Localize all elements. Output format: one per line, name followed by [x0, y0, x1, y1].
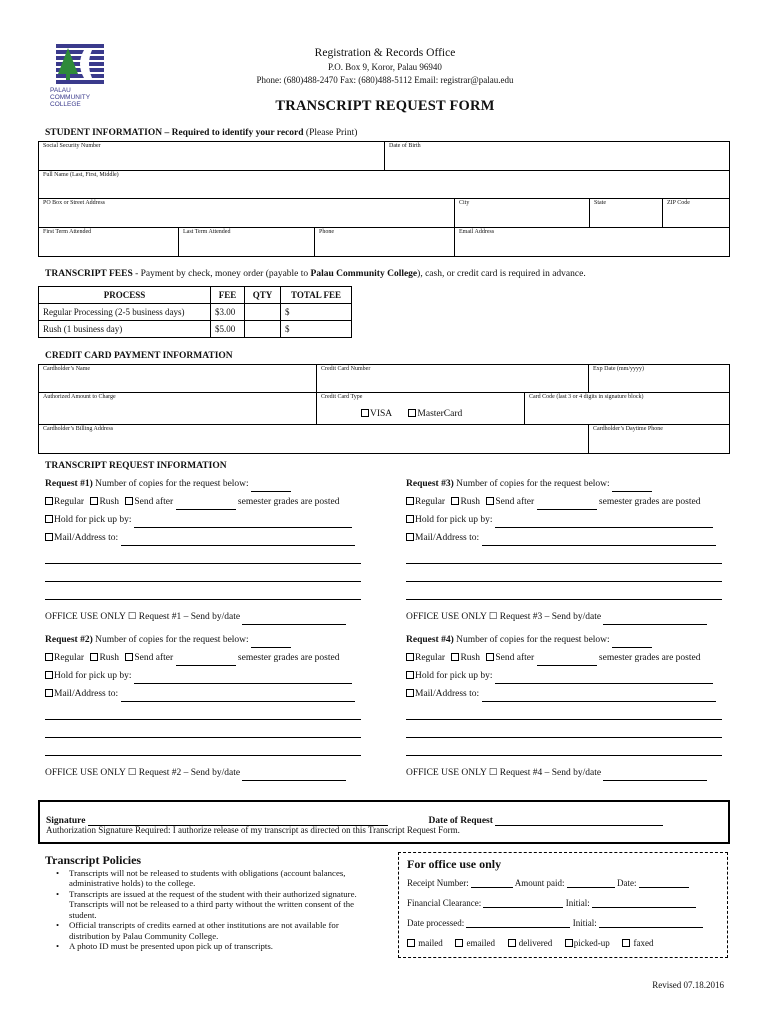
list-item: • Transcripts are issued at the request of the student with their authorized signature. Transcripts will not be released to a third party without the written consent of the student.: [69, 889, 365, 921]
student-info-table: [38, 141, 730, 257]
regular-4-checkbox[interactable]: [406, 653, 414, 661]
card-code-field[interactable]: Card Code (last 3 or 4 digits in signature block): [529, 394, 644, 400]
zip-field[interactable]: ZIP Code: [667, 200, 690, 206]
copies-1-input[interactable]: [251, 491, 291, 492]
hold-1-checkbox[interactable]: [45, 515, 53, 523]
hold-4-checkbox[interactable]: [406, 671, 414, 679]
list-item: • A photo ID must be presented upon pick up of transcripts.: [69, 941, 365, 952]
regular-2-checkbox[interactable]: [45, 653, 53, 661]
street-field[interactable]: PO Box or Street Address: [39, 199, 455, 227]
city-field[interactable]: City: [455, 199, 590, 227]
mailed-checkbox[interactable]: [407, 939, 415, 947]
office-address: P.O. Box 9, Koror, Palau 96940: [328, 62, 442, 72]
rush-3-checkbox[interactable]: [451, 497, 459, 505]
revision-date: Revised 07.18.2016: [652, 980, 724, 990]
total-rush-field[interactable]: $: [281, 321, 352, 338]
card-number-field[interactable]: Credit Card Number: [317, 365, 589, 392]
fees-col-total: TOTAL FEE: [281, 287, 352, 304]
send-after-1-checkbox[interactable]: [125, 497, 133, 505]
office-name: Registration & Records Office: [314, 47, 456, 59]
fees-heading: TRANSCRIPT FEES - Payment by check, money order (payable to Palau Community College), cash, or credit card is required in advance.: [45, 269, 586, 279]
office-use-box: For office use only Receipt Number: Amount paid: Date: Financial Clearance: Initial: Date processed: Initial: mailed emailed delivered picked-up faxed: [398, 852, 728, 958]
mail-2-checkbox[interactable]: [45, 689, 53, 697]
send-after-4-checkbox[interactable]: [486, 653, 494, 661]
daytime-phone-field[interactable]: Cardholder’s Daytime Phone: [593, 426, 663, 432]
exp-date-field[interactable]: Exp Date (mm/yyyy): [593, 366, 644, 372]
last-term-field[interactable]: Last Term Attended: [179, 228, 315, 256]
hold-3-checkbox[interactable]: [406, 515, 414, 523]
credit-card-table: [38, 364, 730, 454]
rush-2-checkbox[interactable]: [90, 653, 98, 661]
form-title: TRANSCRIPT REQUEST FORM: [275, 98, 495, 114]
copies-3-input[interactable]: [612, 491, 652, 492]
fees-col-fee: FEE: [211, 287, 245, 304]
send-after-3-checkbox[interactable]: [486, 497, 494, 505]
visa-checkbox[interactable]: [361, 409, 369, 417]
email-field[interactable]: Email Address: [459, 229, 495, 235]
transcript-policies: [45, 855, 365, 952]
qty-regular-field[interactable]: [245, 304, 281, 321]
credit-card-heading: CREDIT CARD PAYMENT INFORMATION: [45, 351, 233, 361]
first-term-field[interactable]: First Term Attended: [39, 228, 179, 256]
svg-text:PALAU: PALAU: [50, 87, 71, 94]
request-2-block: Request #2) Number of copies for the request below: Regular Rush Send after semester grades are posted Hold for pick up by: Mail/Address to: OFFICE USE ONLY ☐ Request #2 – Send by/date: [45, 630, 365, 781]
policies-title: Transcript Policies: [45, 853, 142, 867]
mail-3-checkbox[interactable]: [406, 533, 414, 541]
office-contact: Phone: (680)488-2470 Fax: (680)488-5112 Email: registrar@palau.edu: [256, 75, 514, 85]
picked-up-checkbox[interactable]: [565, 939, 573, 947]
request-4-block: Request #4) Number of copies for the request below: Regular Rush Send after semester grades are posted Hold for pick up by: Mail/Address to: OFFICE USE ONLY ☐ Request #4 – Send by/date: [406, 630, 726, 781]
mail-1-checkbox[interactable]: [45, 533, 53, 541]
regular-3-checkbox[interactable]: [406, 497, 414, 505]
full-name-field[interactable]: Full Name (Last, First, Middle): [43, 172, 119, 178]
request-3-block: Request #3) Number of copies for the request below: Regular Rush Send after semester grades are posted Hold for pick up by: Mail/Address to: OFFICE USE ONLY ☐ Request #3 – Send by/date: [406, 474, 726, 625]
card-type-field: Credit Card Type VISA MasterCard: [317, 393, 525, 424]
table-row: Rush (1 business day) $5.00 $: [39, 321, 352, 338]
fees-col-qty: QTY: [245, 287, 281, 304]
student-info-heading: STUDENT INFORMATION – Required to identify your record (Please Print): [45, 128, 358, 138]
qty-rush-field[interactable]: [245, 321, 281, 338]
cardholder-name-field[interactable]: Cardholder’s Name: [39, 365, 317, 392]
table-row: Regular Processing (2-5 business days) $3.00 $: [39, 304, 352, 321]
total-regular-field[interactable]: $: [281, 304, 352, 321]
fees-col-process: PROCESS: [39, 287, 211, 304]
list-item: • Official transcripts of credits earned at other institutions are not available for distribution by Palau Community College.: [69, 920, 365, 941]
faxed-checkbox[interactable]: [622, 939, 630, 947]
signature-box: Signature Date of Request Authorization Signature Required: I authorize release of my transcript as directed on this Transcript Request Form.: [38, 800, 730, 844]
rush-4-checkbox[interactable]: [451, 653, 459, 661]
delivered-checkbox[interactable]: [508, 939, 516, 947]
dob-field[interactable]: Date of Birth: [389, 143, 421, 149]
mail-4-checkbox[interactable]: [406, 689, 414, 697]
fees-table: [38, 286, 352, 338]
send-after-2-checkbox[interactable]: [125, 653, 133, 661]
date-of-request-input[interactable]: [495, 825, 663, 826]
state-field[interactable]: State: [590, 199, 663, 227]
request-1-block: Request #1) Number of copies for the request below: Regular Rush Send after semester grades are posted Hold for pick up by: Mail/Address to: OFFICE USE ONLY ☐ Request #1 – Send by/date: [45, 474, 365, 625]
rush-1-checkbox[interactable]: [90, 497, 98, 505]
list-item: • Transcripts will not be released to students with obligations (account balances, administrative holds) to the college.: [69, 868, 365, 889]
regular-1-checkbox[interactable]: [45, 497, 53, 505]
hold-2-checkbox[interactable]: [45, 671, 53, 679]
mastercard-checkbox[interactable]: [408, 409, 416, 417]
request-info-heading: TRANSCRIPT REQUEST INFORMATION: [45, 461, 227, 471]
copies-4-input[interactable]: [612, 647, 652, 648]
phone-field[interactable]: Phone: [315, 228, 455, 256]
authorization-text: Authorization Signature Required: I authorize release of my transcript as directed on this Transcript Request Form.: [46, 825, 460, 835]
billing-address-field[interactable]: Cardholder’s Billing Address: [39, 425, 589, 453]
college-logo: [46, 40, 108, 112]
office-use-title: For office use only: [407, 857, 502, 871]
copies-2-input[interactable]: [251, 647, 291, 648]
ssn-field[interactable]: Social Security Number: [39, 142, 385, 170]
svg-text:COLLEGE: COLLEGE: [50, 101, 81, 108]
svg-text:COMMUNITY: COMMUNITY: [50, 94, 91, 101]
authorized-amount-field[interactable]: Authorized Amount to Charge: [39, 393, 317, 424]
emailed-checkbox[interactable]: [455, 939, 463, 947]
